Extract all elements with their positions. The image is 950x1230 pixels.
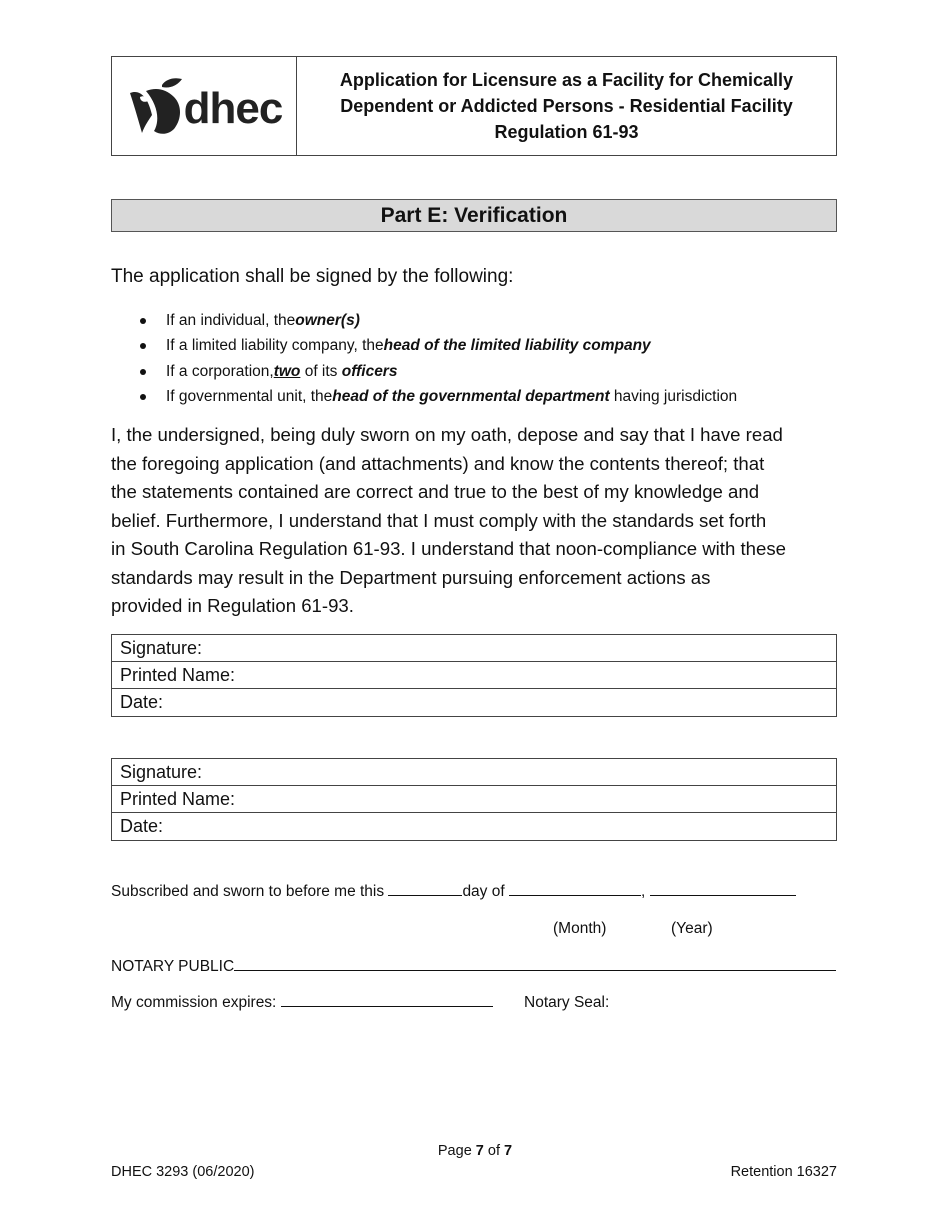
signature-block-1 — [111, 634, 837, 717]
day-blank[interactable] — [388, 883, 462, 896]
dhec-leaf-icon — [126, 75, 188, 137]
notary-public-blank[interactable] — [234, 958, 836, 971]
oath-statement: I, the undersigned, being duly sworn on my oath, depose and say that I have read the foregoing application (and attachments) and know the contents thereof; that the statements contained are correct and true to the best of my knowledge and belief. Furthermore, I understand that I must comply with the standards set forth in South Carolina Regulation 61-93. I understand that noon-compliance with these standards may result in the Department pursuing enforcement actions as provided in Regulation 61-93. — [111, 424, 786, 616]
page-number: Page 7 of 7 — [437, 1143, 513, 1159]
signature-block-2 — [111, 758, 837, 841]
year-blank[interactable] — [650, 883, 796, 896]
bullet-icon — [140, 318, 146, 324]
printed-name-field[interactable]: Printed Name: — [112, 662, 836, 689]
signature-field[interactable]: Signature: — [112, 759, 836, 786]
notary-seal-label: Notary Seal: — [524, 994, 610, 1011]
commission-line: My commission expires: — [111, 994, 493, 1012]
list-item: If an individual, the owner(s) — [140, 308, 737, 334]
dhec-logo — [126, 75, 283, 137]
commission-blank[interactable] — [281, 994, 493, 1007]
month-label: (Month) — [553, 920, 607, 937]
list-item: If governmental unit, the head of the governmental department having jurisdiction — [140, 385, 737, 411]
intro-text: The application shall be signed by the following: — [111, 266, 514, 287]
title-line: Dependent or Addicted Persons - Residential Facility — [340, 96, 793, 116]
list-item: If a corporation, two of its officers — [140, 359, 737, 385]
notary-public-line: NOTARY PUBLIC — [111, 958, 836, 976]
retention-number: Retention 16327 — [730, 1164, 837, 1180]
date-field[interactable]: Date: — [120, 692, 164, 712]
section-title: Part E: Verification — [111, 199, 837, 232]
title-line: Application for Licensure as a Facility for Chemically — [339, 70, 794, 90]
printed-name-field[interactable]: Printed Name: — [112, 786, 836, 813]
logo-cell — [112, 57, 297, 155]
form-id: DHEC 3293 (06/2020) — [111, 1164, 255, 1180]
form-title — [297, 57, 836, 155]
date-field[interactable]: Date: — [120, 816, 164, 836]
signature-field[interactable]: Signature: — [112, 635, 836, 662]
year-label: (Year) — [671, 920, 713, 937]
title-line: Regulation 61-93 — [494, 122, 639, 142]
bullet-icon — [140, 394, 146, 400]
bullet-icon — [140, 343, 146, 349]
logo-text: dhec — [183, 84, 283, 133]
sworn-line: Subscribed and sworn to before me this day of , — [111, 883, 796, 901]
list-item: If a limited liability company, the head of the limited liability company — [140, 334, 737, 360]
bullet-icon — [140, 369, 146, 375]
signer-list — [140, 308, 737, 410]
month-blank[interactable] — [509, 883, 641, 896]
form-header — [111, 56, 837, 156]
